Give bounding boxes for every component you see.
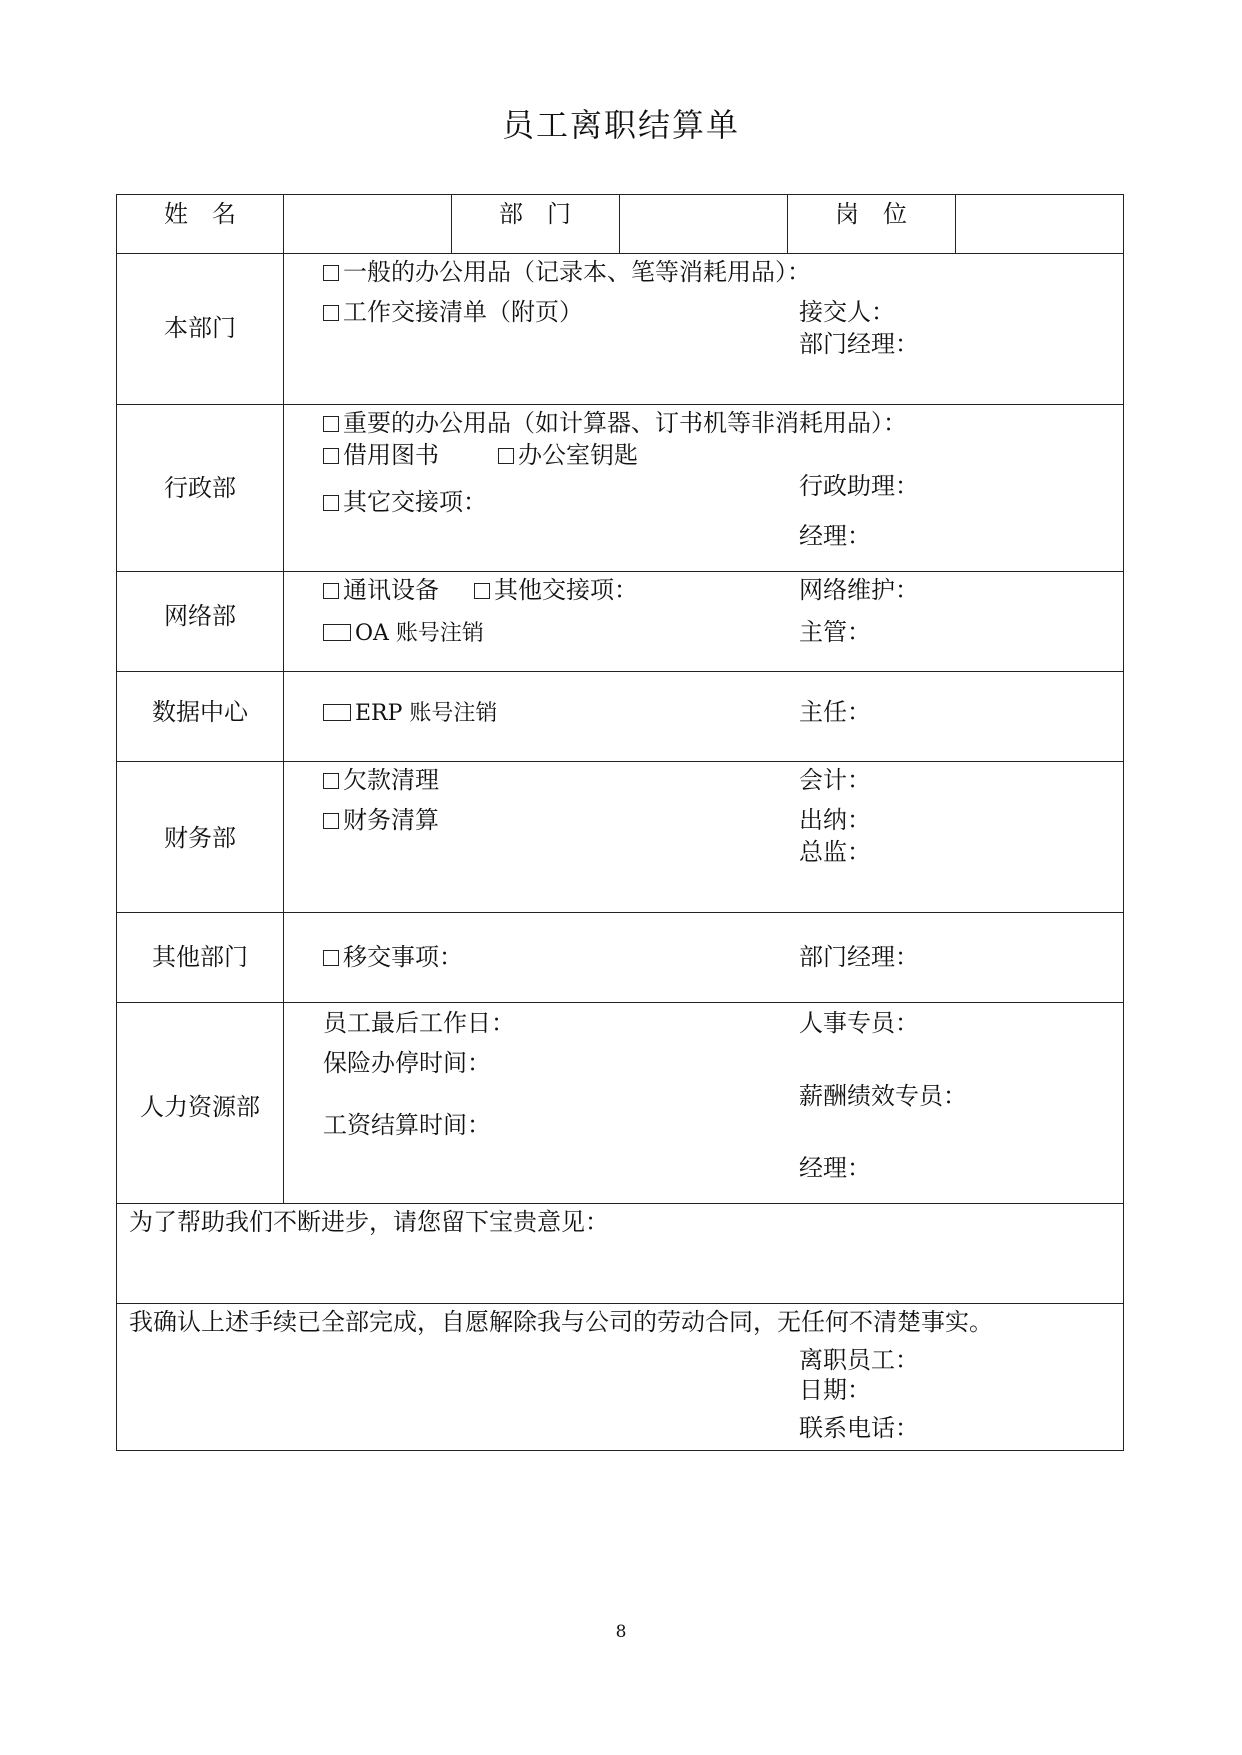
hr-label: 人力资源部 [140,1093,260,1121]
feedback-field[interactable] [129,1241,1109,1297]
confirmation-signer: 离职员工： [799,1346,919,1374]
feedback-prompt: 为了帮助我们不断进步，请您留下宝贵意见： [129,1208,609,1236]
hr-signer: 薪酬绩效专员： [799,1082,967,1110]
network-label: 网络部 [164,602,236,630]
dept-label: 部 门 [499,200,571,228]
finance-signer: 总监： [799,838,871,866]
page-title: 员工离职结算单 [501,106,740,144]
confirmation-signer: 联系电话： [799,1414,919,1442]
network-signer: 主管： [799,618,871,646]
data-center-item: ERP 账号注销 [323,697,497,729]
admin-item: 借用图书 [323,440,439,470]
admin-item: 办公室钥匙 [498,440,638,470]
finance-item: 欠款清理 [323,765,439,795]
finance-item: 财务清算 [323,805,439,835]
row-divider [117,671,1123,672]
label-column-divider [283,195,284,1203]
own-dept-signer: 接交人： [799,298,895,326]
hr-signer: 人事专员： [799,1009,919,1037]
confirmation-statement: 我确认上述手续已全部完成，自愿解除我与公司的劳动合同，无任何不清楚事实。 [129,1308,993,1336]
row-divider [117,761,1123,762]
admin-signer: 行政助理： [799,472,919,500]
data-center-signer: 主任： [799,698,871,726]
header-divider [619,195,620,253]
own-dept-item: 一般的办公用品（记录本、笔等消耗用品）： [323,257,811,287]
hr-signer: 经理： [799,1154,871,1182]
checkbox[interactable] [323,950,339,966]
own-dept-item: 工作交接清单（附页） [323,297,583,327]
position-field[interactable] [957,199,1121,249]
own-dept-signer: 部门经理： [799,330,919,358]
page-number: 8 [615,1622,627,1642]
other-dept-label: 其他部门 [152,943,248,971]
own-dept-label: 本部门 [164,314,236,342]
hr-item: 员工最后工作日： [323,1009,515,1037]
finance-signer: 会计： [799,766,871,794]
finance-signer: 出纳： [799,806,871,834]
checkbox[interactable] [323,583,339,599]
settlement-form [116,194,1124,1451]
row-divider [117,1303,1123,1304]
checkbox[interactable] [323,495,339,511]
checkbox[interactable] [323,813,339,829]
admin-signer: 经理： [799,522,871,550]
checkbox[interactable] [323,773,339,789]
confirmation-signer: 日期： [799,1376,871,1404]
row-divider [117,253,1123,254]
other-dept-item: 移交事项： [323,942,463,972]
checkbox[interactable] [323,265,339,281]
network-item: 通讯设备 [323,575,439,605]
checkbox[interactable] [498,448,514,464]
row-divider [117,912,1123,913]
row-divider [117,1203,1123,1204]
network-signer: 网络维护： [799,576,919,604]
other-dept-signer: 部门经理： [799,943,919,971]
checkbox[interactable] [323,704,351,721]
network-item: OA 账号注销 [323,617,484,649]
hr-item: 保险办停时间： [323,1049,491,1077]
checkbox[interactable] [323,448,339,464]
dept-field[interactable] [621,199,785,249]
name-label: 姓 名 [164,200,236,228]
checkbox[interactable] [323,624,351,641]
row-divider [117,404,1123,405]
header-divider [955,195,956,253]
admin-item: 其它交接项： [323,487,487,517]
name-field[interactable] [285,199,449,249]
admin-label: 行政部 [164,474,236,502]
checkbox[interactable] [323,305,339,321]
network-item: 其他交接项： [474,575,638,605]
admin-item: 重要的办公用品（如计算器、订书机等非消耗用品）： [323,408,907,438]
hr-item: 工资结算时间： [323,1111,491,1139]
finance-label: 财务部 [164,824,236,852]
position-label: 岗 位 [835,200,907,228]
row-divider [117,571,1123,572]
checkbox[interactable] [474,583,490,599]
row-divider [117,1002,1123,1003]
data-center-label: 数据中心 [152,698,248,726]
checkbox[interactable] [323,416,339,432]
